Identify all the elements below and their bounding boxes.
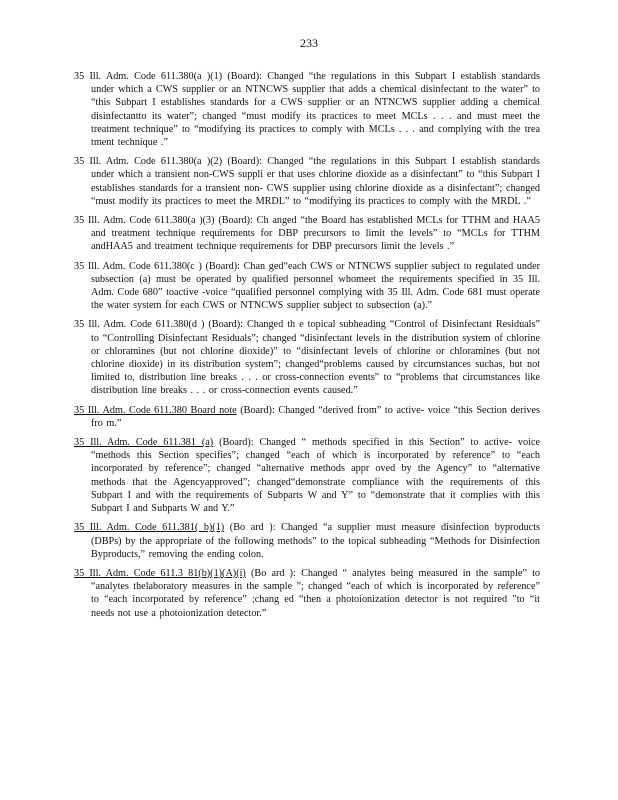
entry-citation: 35 Ill. Adm. Code 611.3 81(b)(1)(A)(i) <box>74 567 246 579</box>
entry-text: (Bo ard ): Changed “ analytes being measured in the sample” to “analytes thelaboratory measures in the sample ”; changed “each of which is incorporated by reference” to “each incorporated by reference” ;chang ed “then a photoionization detector is not required ”to “it needs not use a photoionization detector.” <box>91 567 540 619</box>
entry <box>74 214 540 254</box>
entry <box>74 521 540 561</box>
entry <box>74 260 540 313</box>
entry-citation: 35 Ill. Adm. Code 611.380 Board note <box>74 404 237 416</box>
entry-citation: 35 Ill. Adm. Code 611.380(d ) <box>74 319 205 331</box>
entry <box>74 436 540 515</box>
entry-citation: 35 Ill. Adm. Code 611.380(a )(3) <box>74 215 215 227</box>
entry-citation: 35 Ill. Adm. Code 611.381( b)(1) <box>74 522 225 534</box>
entry-text: (Board): Changed “derived from” to active- voice “this Section derives fro m.” <box>91 404 540 429</box>
entries-list <box>74 70 540 626</box>
page-number: 233 <box>300 36 318 50</box>
entry <box>74 155 540 208</box>
entry-text: (Board): Changed th e topical subheading “Control of Disinfectant Residuals” to “Controlling Disinfectant Residuals”; changed “disinfectant levels in the distribution system of chlorine or chloramines (but not chlorine dioxide)” to “disinfectant levels of chlorine or chloramines (but not chlorine dioxide) in its distribution system”; changed“problems caused by circumstances suchas, but not limited to, distribution line breaks . . . or cross-connection events” to “problems that circumstances like distribution line breaks . . . or cross-connection events caused.” <box>91 319 540 397</box>
entry-text: (Board): Ch anged “the Board has established MCLs for TTHM and HAA5 and treatment technique requirements for DBP precursors to limit the levels” to “MCLs for TTHM andHAA5 and treatment technique requirements for DBP precursors limit the levels .” <box>91 215 540 253</box>
entry-citation: 35 Ill. Adm. Code 611.380(a )(2) <box>74 156 223 168</box>
entry <box>74 404 540 430</box>
entry <box>74 70 540 149</box>
entry-text: (Board): Chan ged“each CWS or NTNCWS supplier subject to regulated under subsection (a) must be operated by qualified personnel whomeet the requirements specified in 35 Ill. Adm. Code 680” toactive -voice “qualified personnel complying with 35 Ill. Adm. Code 681 must operate the water system for each CWS or NTNCWS supplier subject to subsection (a).” <box>91 260 540 312</box>
entry <box>74 318 540 397</box>
entry <box>74 567 540 620</box>
entry-text: (Bo ard ): Changed “a supplier must measure disinfection byproducts (DBPs) by the appropriate of the following methods” to the topical subheading “Methods for Disinfection Byproducts,” removing the ending colon. <box>91 522 540 560</box>
entry-citation: 35 Ill. Adm. Code 611.380(c ) <box>74 260 202 272</box>
entry-citation: 35 Ill. Adm. Code 611.380(a )(1) <box>74 71 223 82</box>
entry-citation: 35 Ill. Adm. Code 611.381 (a) <box>74 437 214 449</box>
entry-text: (Board): Changed “ methods specified in this Section” to active- voice “methods this Section specifies”; changed “each of which is incorporated by reference” to “each incorporated by reference”; changed “alternative methods appr oved by the Agency” to “alternative methods that the Agencyapproved”; changed“demonstrate compliance with the requirements of this Subpart I and with the requirements of Subparts W and Y” to “demonstrate that it complies with this Subpart I and Subparts W and Y.” <box>91 437 540 515</box>
entry-text: (Board): Changed “the regulations in this Subpart I establish standards under which a CWS supplier or an NTNCWS supplier that adds a chemical disinfectant to the water” to “this Subpart I establishes standards for a CWS supplier or an NTNCWS supplier adding a chemical disinfectantto its water”; changed “must modify its practices to meet MCLs . . . and must meet the treatment technique” to “modifying its practices to comply with MCLs . . . and complying with the trea tment technique .” <box>91 71 540 149</box>
entry-text: (Board): Changed “the regulations in this Subpart I establish standards under which a transient non-CWS suppli er that uses chlorine dioxide as a disinfectant” to “this Subpart I establishes standards for a transient non- CWS supplier using chlorine dioxide as a disinfectant”; changed “must modify its practices to meet the MRDL” to “modifying its practices to comply with the MRDL .” <box>91 156 540 207</box>
